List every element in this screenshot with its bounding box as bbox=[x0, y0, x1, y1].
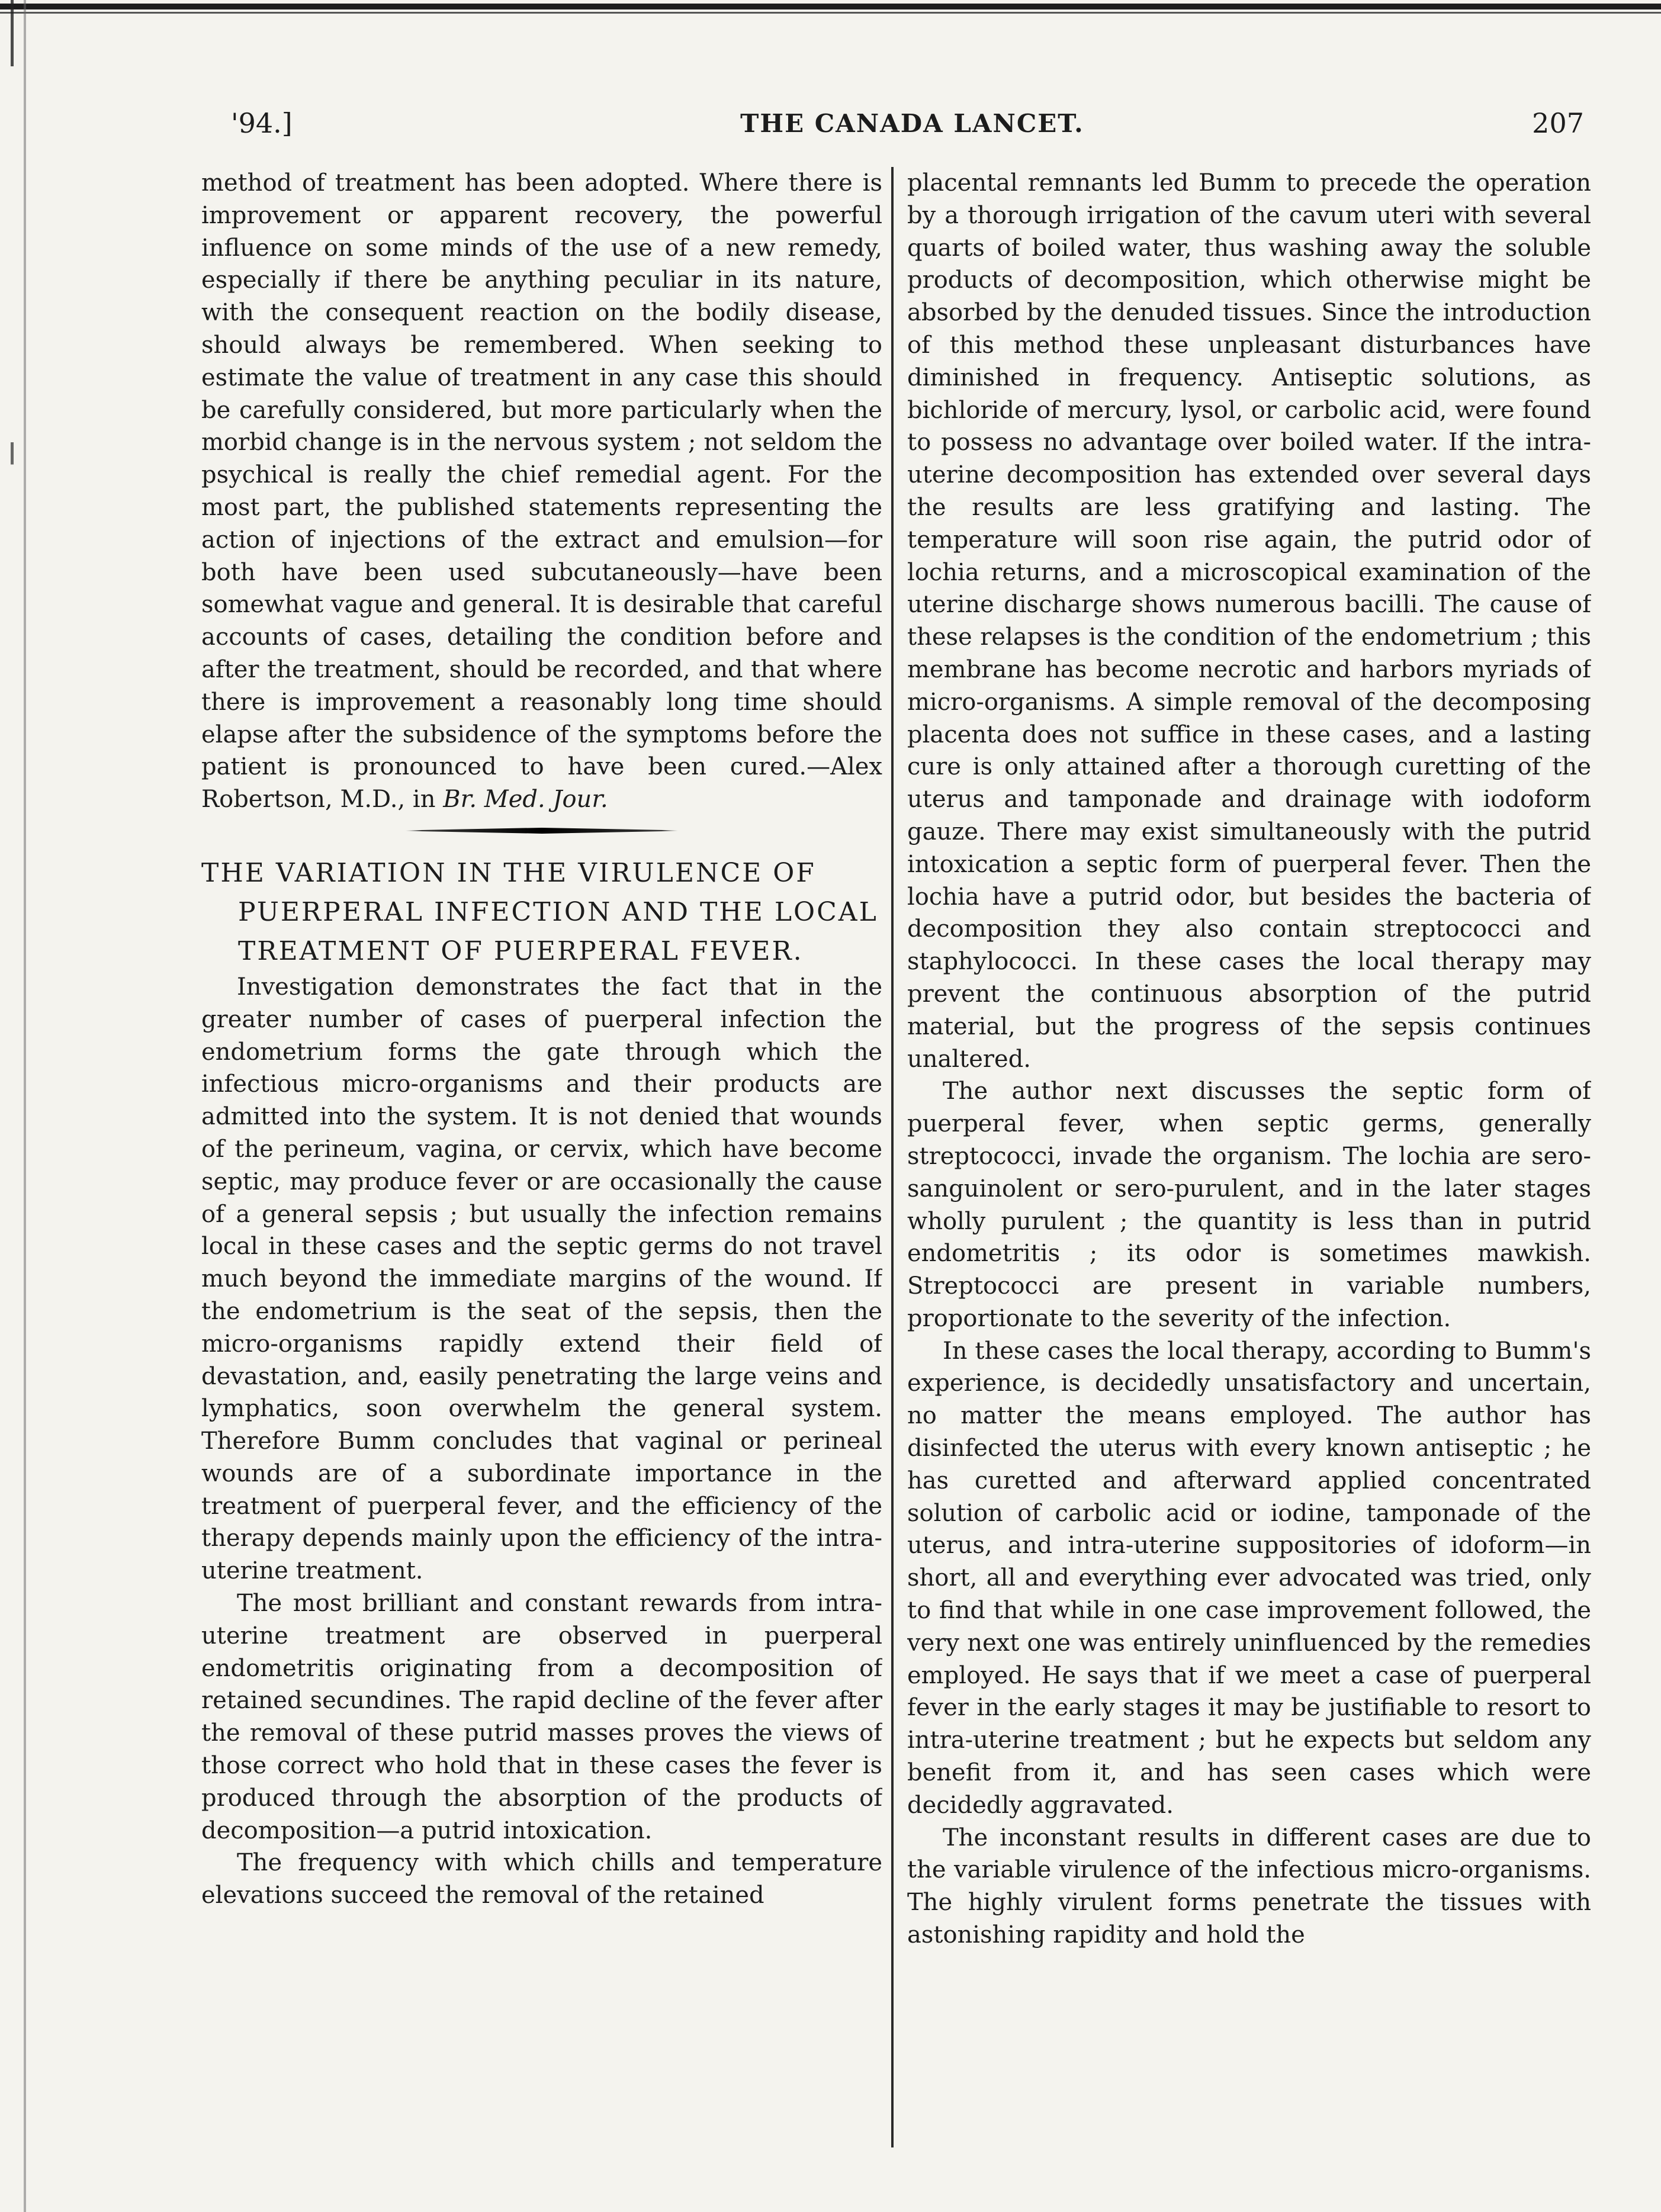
left-paragraph-1: Investigation demonstrates the fact that in the greater number of cases of puerperal infection the endometrium forms the gate through which the infectious micro-organisms and their products are admitted into the system. It is not denied that wounds of the perineum, vagina, or cervix, which have become septic, may produce fever or are occasionally the cause of a general sepsis ; but usually the infection remains local in these cases and the septic germs do not travel much beyond the immediate margins of the wound. If the endometrium is the seat of the sepsis, then the micro-organisms rapidly extend their field of devastation, and, easily penetrating the large veins and lymphatics, soon overwhelm the general system. Therefore Bumm concludes that vaginal or perineal wounds are of a subordinate importance in the treatment of puerperal fever, and the efficiency of the therapy depends mainly upon the efficiency of the intra-uterine treatment. bbox=[201, 973, 882, 1585]
header-volume-mark: '94.] bbox=[231, 107, 293, 139]
left-paragraph-2: The most brilliant and constant rewards from intra-uterine treatment are observed in puerperal endometritis originating from a decomposition of retained secundines. The rapid decline of the fever after the removal of these putrid masses proves the views of those correct who hold that in these cases the fever is produced through the absorption of the products of decomposition—a putrid intoxication. bbox=[201, 1590, 882, 1844]
top-border-rule-thin bbox=[0, 12, 1661, 14]
section-separator bbox=[406, 828, 678, 834]
continuation-paragraph bbox=[201, 167, 882, 816]
right-paragraph-4: The inconstant results in different cases are due to the variable virulence of the infectious micro-organisms. The highly virulent forms penetrate the tissues with astonishing rapidity and hold the bbox=[907, 1824, 1591, 1949]
page-edge-mark-2 bbox=[24, 0, 26, 2212]
continuation-text: method of treatment has been adopted. Where there is improvement or apparent recovery, the powerful influence on some minds of the use of a new remedy, especially if there be anything peculiar in its nature, with the consequent reaction on the bodily disease, should always be remembered. When seeking to estimate the value of treatment in any case this should be carefully considered, but more particularly when the morbid change is in the nervous system ; not seldom the psychical is really the chief remedial agent. For the most part, the published statements representing the action of injections of the extract and emulsion—for both have been used subcutaneously—have been somewhat vague and general. It is desirable that careful accounts of cases, detailing the condition before and after the treatment, should be recorded, and that where there is improvement a reasonably long time should elapse after the subsidence of the symptoms before the patient is pronounced to have been cured.—Alex Robertson, M.D., in bbox=[201, 169, 882, 814]
left-column bbox=[201, 167, 882, 2145]
running-header bbox=[231, 99, 1584, 147]
left-paragraph-3: The frequency with which chills and temperature elevations succeed the removal of the retained bbox=[201, 1849, 882, 1909]
article-title: THE VARIATION IN THE VIRULENCE OF PUERPERAL INFECTION AND THE LOCAL TREATMENT OF PUERPERAL FEVER. bbox=[201, 857, 878, 966]
right-paragraph-3: In these cases the local therapy, according to Bumm's experience, is decidedly unsatisfactory and uncertain, no matter the means employed. The author has disinfected the uterus with every known antiseptic ; he has curetted and afterward applied concentrated solution of carbolic acid or iodine, tamponade of the uterus, and intra-uterine suppositories of idoform—in short, all and everything ever advocated was tried, only to find that while in one case improvement followed, the very next one was entirely uninfluenced by the remedies employed. He says that if we meet a case of puerperal fever in the early stages it may be justifiable to resort to intra-uterine treatment ; but he expects but seldom any benefit from it, and has seen cases which were decidedly aggravated. bbox=[907, 1337, 1591, 1819]
top-border-rule bbox=[0, 4, 1661, 9]
citation: Br. Med. Jour. bbox=[443, 786, 608, 814]
right-paragraph-2: The author next discusses the septic form of puerperal fever, when septic germs, generally streptococci, invade the organism. The lochia are sero-sanguinolent or sero-purulent, and in the later stages wholly purulent ; the quantity is less than in putrid endometritis ; its odor is sometimes mawkish. Streptococci are present in variable numbers, proportionate to the severity of the infection. bbox=[907, 1078, 1591, 1332]
right-column bbox=[907, 167, 1591, 2145]
journal-title: THE CANADA LANCET. bbox=[740, 108, 1084, 138]
page-number: 207 bbox=[1532, 107, 1584, 139]
right-paragraph-1: placental remnants led Bumm to precede the operation by a thorough irrigation of the cavum uteri with several quarts of boiled water, thus washing away the soluble products of decomposition, which otherwise might be absorbed by the denuded tissues. Since the introduction of this method these unpleasant disturbances have diminished in frequency. Antiseptic solutions, as bichloride of mercury, lysol, or carbolic acid, were found to possess no advantage over boiled water. If the intra-uterine decomposition has extended over several days the results are less gratifying and lasting. The temperature will soon rise again, the putrid odor of lochia returns, and a microscopical examination of the uterine discharge shows numerous bacilli. The cause of these relapses is the condition of the endometrium ; this membrane has become necrotic and harbors myriads of micro-organisms. A simple removal of the decomposing placenta does not suffice in these cases, and a lasting cure is only attained after a thorough curetting of the uterus and tamponade and drainage with iodoform gauze. There may exist simultaneously with the putrid intoxication a septic form of puerperal fever. Then the lochia have a putrid odor, but besides the bacteria of decomposition they also contain streptococci and staphylococci. In these cases the local therapy may prevent the continuous absorption of the putrid material, but the progress of the sepsis continues unaltered. bbox=[907, 169, 1591, 1073]
column-divider bbox=[891, 167, 894, 2147]
page-edge-mark bbox=[11, 0, 14, 2212]
